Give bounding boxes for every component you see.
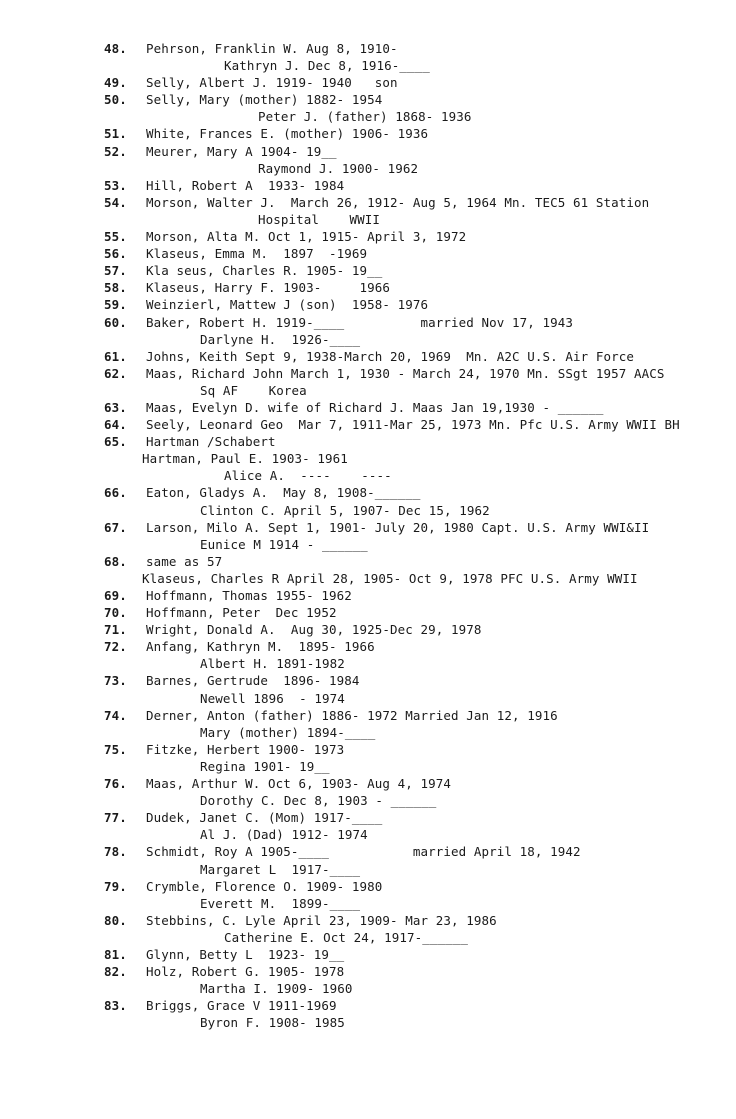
record-line [0,758,736,775]
record-text: Holz, Robert G. 1905- 1978 [146,964,345,980]
record-number: 76. [104,776,127,792]
record-number: 81. [104,946,127,962]
record-number: 80. [104,912,127,928]
record-text: Hoffmann, Thomas 1955- 1962 [146,588,352,603]
record-line [0,467,736,484]
record-line [0,792,736,809]
record-number: 74. [104,707,127,723]
record-text: Klaseus, Harry F. 1903- 1966 [146,280,391,296]
record-text: Morson, Walter J. March 26, 1912- Aug 5, 1964 Mn. TEC5 61 Station [146,194,650,210]
record-text: Maas, Arthur W. Oct 6, 1903- Aug 4, 1974 [146,776,452,792]
record-text: Morson, Alta M. Oct 1, 1915- April 3, 1972 [146,229,467,245]
record-text: Crymble, Florence O. 1909- 1980 [146,878,383,894]
record-number: 64. [104,417,127,433]
record-text: Selly, Albert J. 1919- 1940 son [146,75,398,91]
record-line [0,74,736,91]
record-list [0,40,736,1031]
record-line [0,570,736,587]
record-line [0,177,736,194]
record-text: Eunice M 1914 - ______ [200,536,368,552]
record-text: Selly, Mary (mother) 1882- 1954 [146,92,383,108]
record-line [0,553,736,570]
record-line [0,912,736,929]
record-line [0,125,736,142]
record-text: Albert H. 1891-1982 [200,656,345,672]
record-text: Johns, Keith Sept 9, 1938-March 20, 1969 Mn. A2C U.S. Air Force [146,348,635,364]
record-line [0,741,736,758]
record-line [0,314,736,331]
record-number: 73. [104,673,127,689]
record-line [0,1014,736,1031]
record-text: Hartman /Schabert [146,434,276,450]
record-text: Hartman, Paul E. 1903- 1961 [142,451,348,467]
record-text: Alice A. ---- ---- [224,468,392,484]
record-text: Hospital WWII [258,211,381,227]
record-text: Klaseus, Emma M. 1897 -1969 [146,246,368,262]
record-line [0,843,736,860]
record-number: 67. [104,519,127,535]
record-text: Fitzke, Herbert 1900- 1973 [146,741,345,757]
record-text: Kla seus, Charles R. 1905- 19__ [146,263,383,279]
record-text: Clinton C. April 5, 1907- Dec 15, 1962 [200,502,490,518]
record-line [0,621,736,638]
record-number: 48. [104,41,127,56]
record-number: 62. [104,365,127,381]
record-text: Klaseus, Charles R April 28, 1905- Oct 9, 1978 PFC U.S. Army WWII [142,570,638,586]
record-line [0,245,736,262]
record-text: Mary (mother) 1894-____ [200,724,376,740]
record-number: 70. [104,605,127,621]
record-text: Maas, Evelyn D. wife of Richard J. Maas Jan 19,1930 - ______ [146,399,604,415]
record-text: Anfang, Kathryn M. 1895- 1966 [146,639,375,655]
record-line [0,484,736,501]
record-line [0,997,736,1014]
record-line [0,194,736,211]
record-number: 55. [104,229,127,245]
record-text: Maas, Richard John March 1, 1930 - March 24, 1970 Mn. SSgt 1957 AACS [146,365,665,381]
record-text: Everett M. 1899-____ [200,895,361,911]
record-number: 54. [104,194,127,210]
record-line [0,348,736,365]
record-text: Dudek, Janet C. (Mom) 1917-____ [146,810,383,826]
record-line [0,826,736,843]
record-text: Dorothy C. Dec 8, 1903 - ______ [200,793,437,809]
record-text: Kathryn J. Dec 8, 1916-____ [224,58,430,74]
record-text: Catherine E. Oct 24, 1917-______ [224,929,469,945]
record-number: 49. [104,75,127,91]
record-text: Wright, Donald A. Aug 30, 1925-Dec 29, 1978 [146,622,482,638]
record-text: Byron F. 1908- 1985 [200,1015,345,1031]
record-line [0,416,736,433]
record-number: 72. [104,639,127,655]
record-number: 56. [104,246,127,262]
record-text: Glynn, Betty L 1923- 19__ [146,946,345,962]
record-text: Weinzierl, Mattew J (son) 1958- 1976 [146,297,429,313]
record-line [0,143,736,160]
record-line [0,963,736,980]
record-number: 77. [104,810,127,826]
record-text: Peter J. (father) 1868- 1936 [258,109,472,125]
record-number: 69. [104,588,127,603]
record-line [0,331,736,348]
record-line [0,228,736,245]
record-line [0,809,736,826]
record-text: Schmidt, Roy A 1905-____ married April 18, 1942 [146,844,581,860]
record-text: Raymond J. 1900- 1962 [258,160,419,176]
record-number: 75. [104,741,127,757]
record-line [0,895,736,912]
record-text: Darlyne H. 1926-____ [200,331,361,347]
record-number: 58. [104,280,127,296]
record-number: 52. [104,143,127,159]
record-line [0,519,736,536]
record-line [0,365,736,382]
record-text: Briggs, Grace V 1911-1969 [146,998,337,1014]
record-line [0,672,736,689]
record-line [0,878,736,895]
record-number: 68. [104,553,127,569]
record-number: 63. [104,399,127,415]
record-number: 82. [104,964,127,980]
record-number: 59. [104,297,127,313]
record-number: 61. [104,348,127,364]
record-number: 50. [104,92,127,108]
record-line [0,433,736,450]
record-text: Barnes, Gertrude 1896- 1984 [146,673,360,689]
record-text: Seely, Leonard Geo Mar 7, 1911-Mar 25, 1973 Mn. Pfc U.S. Army WWII BH [146,417,680,433]
record-text: Hill, Robert A 1933- 1984 [146,177,345,193]
record-text: Stebbins, C. Lyle April 23, 1909- Mar 23, 1986 [146,912,497,928]
record-line [0,536,736,553]
record-text: Larson, Milo A. Sept 1, 1901- July 20, 1980 Capt. U.S. Army WWI&II [146,519,650,535]
record-text: Margaret L 1917-____ [200,861,361,877]
record-number: 66. [104,485,127,501]
record-line [0,980,736,997]
record-line [0,382,736,399]
record-text: Sq AF Korea [200,382,307,398]
record-text: Baker, Robert H. 1919-____ married Nov 17, 1943 [146,314,574,330]
record-line [0,450,736,467]
record-line [0,296,736,313]
record-line [0,724,736,741]
record-line [0,40,736,57]
record-line [0,279,736,296]
record-line [0,775,736,792]
record-number: 71. [104,622,127,638]
record-text: Hoffmann, Peter Dec 1952 [146,605,337,621]
record-line [0,604,736,621]
record-line [0,502,736,519]
record-line [0,91,736,108]
record-line [0,638,736,655]
record-line [0,929,736,946]
record-text: Eaton, Gladys A. May 8, 1908-______ [146,485,421,501]
record-number: 60. [104,314,127,330]
record-number: 78. [104,844,127,860]
record-line [0,946,736,963]
record-number: 57. [104,263,127,279]
record-text: Derner, Anton (father) 1886- 1972 Married Jan 12, 1916 [146,707,558,723]
record-number: 83. [104,998,127,1014]
record-line [0,707,736,724]
record-line [0,108,736,125]
record-line [0,160,736,177]
record-text: Martha I. 1909- 1960 [200,981,353,997]
record-number: 65. [104,434,127,450]
record-line [0,262,736,279]
record-number: 53. [104,177,127,193]
record-line [0,655,736,672]
record-text: Pehrson, Franklin W. Aug 8, 1910- [146,41,398,56]
record-line [0,399,736,416]
record-text: Meurer, Mary A 1904- 19__ [146,143,337,159]
record-line [0,211,736,228]
record-line [0,587,736,604]
record-line [0,57,736,74]
record-text: Al J. (Dad) 1912- 1974 [200,827,368,843]
record-text: Newell 1896 - 1974 [200,690,345,706]
record-line [0,690,736,707]
record-text: same as 57 [146,553,223,569]
record-number: 51. [104,126,127,142]
record-line [0,861,736,878]
record-text: Regina 1901- 19__ [200,758,330,774]
record-number: 79. [104,878,127,894]
record-text: White, Frances E. (mother) 1906- 1936 [146,126,429,142]
